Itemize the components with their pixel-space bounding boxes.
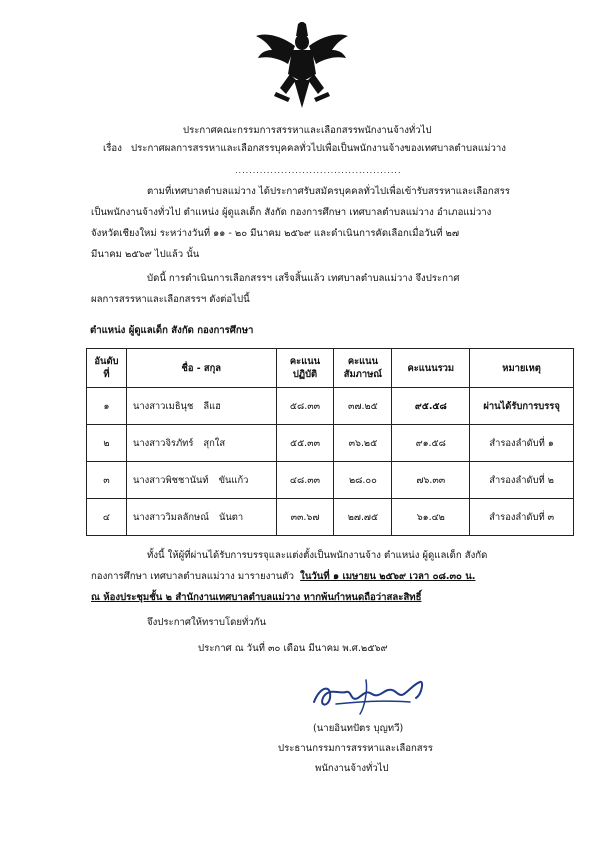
position-heading: ตำแหน่ง ผู้ดูแลเด็ก สังกัด กองการศึกษา <box>90 325 254 336</box>
header-practical: คะแนน ปฏิบัติ <box>276 349 334 388</box>
report-date-time: ในวันที่ ๑ เมษายน ๒๕๖๙ เวลา ๐๘.๓๐ น. <box>300 571 476 582</box>
para2-line2: ผลการสรรหาและเลือกสรรฯ ดังต่อไปนี้ <box>91 294 250 305</box>
announce-date: ประกาศ ณ วันที่ ๓๐ เดือน มีนาคม พ.ศ.๒๕๖๙ <box>198 643 388 654</box>
remark-cell: ผ่านได้รับการบรรจุ <box>470 388 574 425</box>
remark-cell: สำรองลำดับที่ ๒ <box>470 462 574 499</box>
total-cell: ๖๑.๔๒ <box>392 499 470 536</box>
table-row <box>87 462 574 499</box>
practical-cell: ๕๘.๓๓ <box>276 388 334 425</box>
practical-cell: ๓๓.๖๗ <box>276 499 334 536</box>
name-cell: นางสาวพิชชานันท์ ขันแก้ว <box>126 462 276 499</box>
signatory-name: (นายอินทปัตร บุญทวี) <box>313 723 404 734</box>
interview-cell: ๓๗.๒๕ <box>334 388 392 425</box>
remark-cell: สำรองลำดับที่ ๓ <box>470 499 574 536</box>
para2-line1: บัดนี้ การดำเนินการเลือกสรรฯ เสร็จสิ้นแล้ว เทศบาลตำบลแม่วาง จึงประกาศ <box>147 273 460 284</box>
announcement-title: ประกาศคณะกรรมการสรรหาและเลือกสรรพนักงานจ้างทั่วไป <box>183 125 432 136</box>
para1-line1: ตามที่เทศบาลตำบลแม่วาง ได้ประกาศรับสมัครบุคคลทั่วไปเพื่อเข้ารับสรรหาและเลือกสรร <box>147 186 510 197</box>
total-cell: ๗๖.๓๓ <box>392 462 470 499</box>
rank-cell: ๑ <box>87 388 127 425</box>
signature-icon <box>306 672 436 716</box>
signatory-title: ประธานกรรมการสรรหาและเลือกสรร <box>278 743 433 754</box>
total-cell: ๙๕.๕๘ <box>392 388 470 425</box>
garuda-emblem-icon <box>254 22 350 108</box>
closing-line3: ณ ห้องประชุมชั้น ๒ สำนักงานเทศบาลตำบลแม่วาง หากพ้นกำหนดถือว่าสละสิทธิ์ <box>91 592 422 603</box>
subject-label: เรื่อง <box>103 143 122 154</box>
announce-line: จึงประกาศให้ทราบโดยทั่วกัน <box>147 617 267 628</box>
rank-cell: ๓ <box>87 462 127 499</box>
interview-cell: ๒๗.๗๕ <box>334 499 392 536</box>
para1-line3: จังหวัดเชียงใหม่ ระหว่างวันที่ ๑๑ - ๒๐ มีนาคม ๒๕๖๙ และดำเนินการคัดเลือกเมื่อวันที่ ๒๗ <box>91 228 460 239</box>
separator: ............................................... <box>235 166 402 175</box>
results-table <box>86 348 574 536</box>
table-row <box>87 499 574 536</box>
header-name: ชื่อ - สกุล <box>126 349 276 388</box>
table-row <box>87 425 574 462</box>
closing-line2: กองการศึกษา เทศบาลตำบลแม่วาง มารายงานตัว ในวันที่ ๑ เมษายน ๒๕๖๙ เวลา ๐๘.๓๐ น. <box>91 571 476 582</box>
remark-cell: สำรองลำดับที่ ๑ <box>470 425 574 462</box>
table-row <box>87 388 574 425</box>
rank-cell: ๔ <box>87 499 127 536</box>
subject-text: ประกาศผลการสรรหาและเลือกสรรบุคคลทั่วไปเพื่อเป็นพนักงานจ้างของเทศบาลตำบลแม่วาง <box>131 143 506 154</box>
header-remark: หมายเหตุ <box>470 349 574 388</box>
para1-line4: มีนาคม ๒๕๖๙ ไปแล้ว นั้น <box>91 249 200 260</box>
name-cell: นางสาววิมลลักษณ์ นันตา <box>126 499 276 536</box>
rank-cell: ๒ <box>87 425 127 462</box>
total-cell: ๙๑.๕๘ <box>392 425 470 462</box>
closing-line1: ทั้งนี้ ให้ผู้ที่ผ่านได้รับการบรรจุและแต่งตั้งเป็นพนักงานจ้าง ตำแหน่ง ผู้ดูแลเด็ก สังกัด <box>147 550 488 561</box>
practical-cell: ๔๘.๓๓ <box>276 462 334 499</box>
signatory-title-2: พนักงานจ้างทั่วไป <box>315 763 389 774</box>
header-total: คะแนนรวม <box>392 349 470 388</box>
header-rank: อันดับ ที่ <box>87 349 127 388</box>
para1-line2: เป็นพนักงานจ้างทั่วไป ตำแหน่ง ผู้ดูแลเด็ก สังกัด กองการศึกษา เทศบาลตำบลแม่วาง อำเภอแม่วาง <box>91 207 492 218</box>
name-cell: นางสาวจิรภัทร์ สุกใส <box>126 425 276 462</box>
subject-line <box>103 143 506 155</box>
interview-cell: ๒๘.๐๐ <box>334 462 392 499</box>
table-header-row <box>87 349 574 388</box>
header-interview: คะแนน สัมภาษณ์ <box>334 349 392 388</box>
name-cell: นางสาวเมธินุช ลีแฮ <box>126 388 276 425</box>
interview-cell: ๓๖.๒๕ <box>334 425 392 462</box>
practical-cell: ๕๕.๓๓ <box>276 425 334 462</box>
